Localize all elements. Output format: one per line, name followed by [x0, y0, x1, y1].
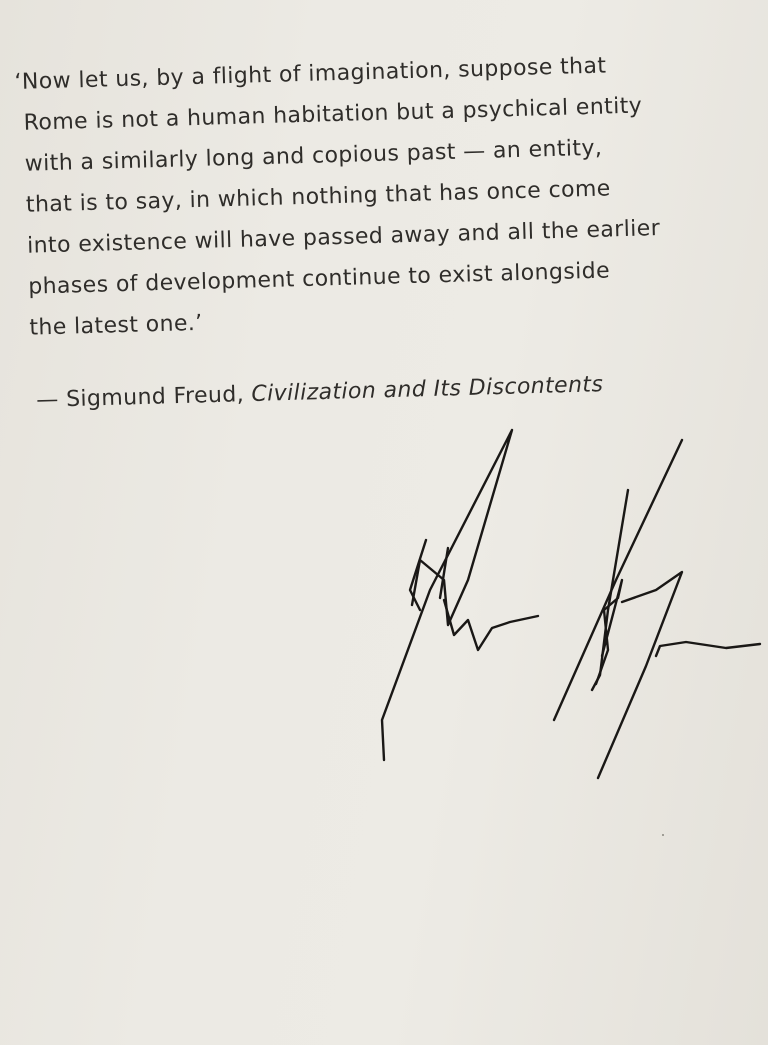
- attribution-dash: —: [36, 387, 67, 413]
- quote-attribution: [36, 372, 604, 413]
- quote-line: into existence will have passed away and all the earlier: [26, 216, 661, 259]
- epigraph-quote: [14, 42, 722, 348]
- quote-line: the latest one.’: [29, 310, 203, 341]
- attribution-author: Sigmund Freud,: [65, 381, 252, 413]
- quote-line: with a similarly long and copious past — an entity,: [24, 135, 603, 177]
- quote-line: that is to say, in which nothing that has once come: [25, 176, 612, 218]
- paper-speck: [662, 834, 664, 836]
- attribution-work-title: Civilization and Its Discontents: [251, 372, 604, 407]
- quote-line: ‘Now let us, by a flight of imagination, suppose that: [14, 53, 607, 95]
- quote-line: phases of development continue to exist alongside: [27, 258, 611, 300]
- signature-strokes: [382, 430, 760, 778]
- handwritten-signature: [360, 420, 768, 800]
- quote-line: Rome is not a human habitation but a psychical entity: [23, 93, 643, 136]
